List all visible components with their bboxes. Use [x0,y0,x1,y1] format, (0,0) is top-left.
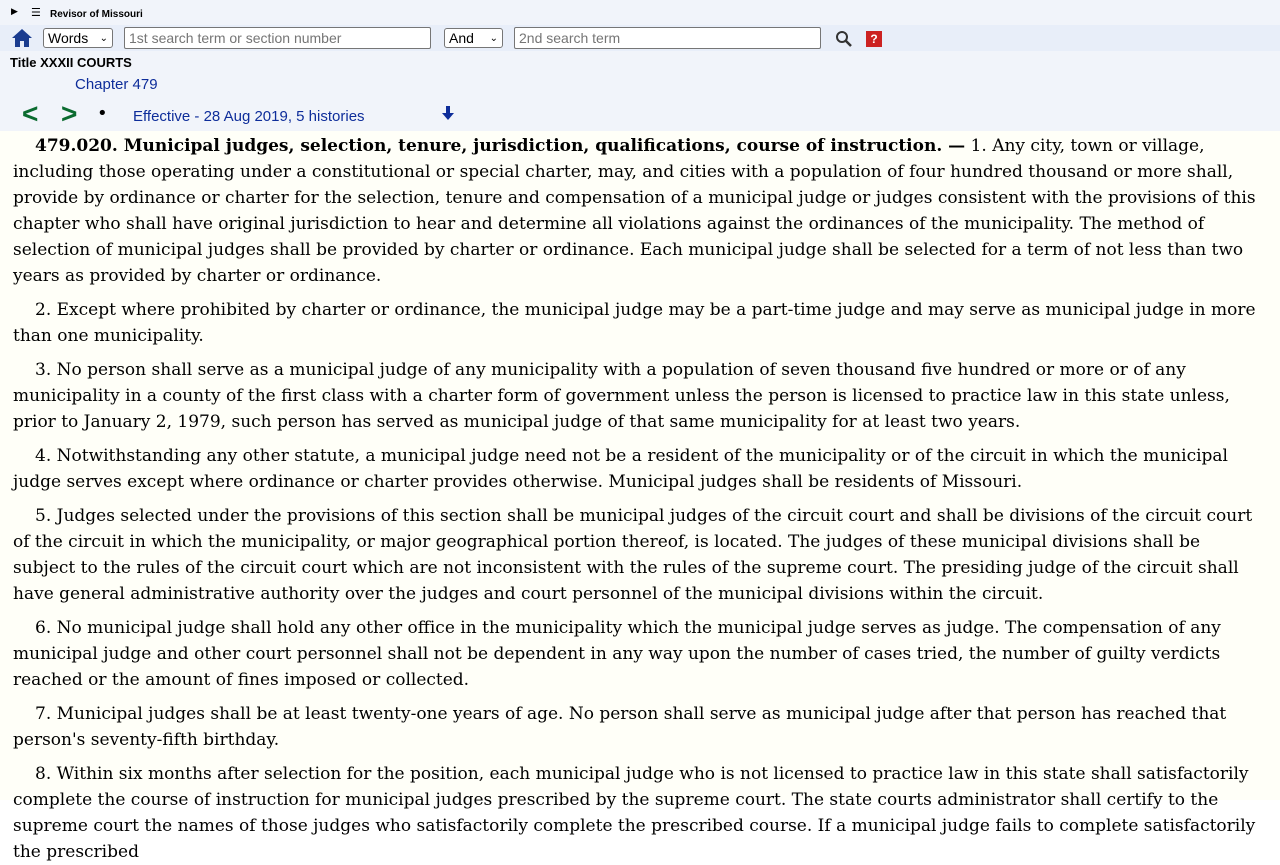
search-mode-select[interactable] [43,28,113,48]
arrow-down-icon[interactable] [440,105,456,121]
top-bar [0,0,1280,26]
search-term-2-input[interactable] [514,27,821,49]
section-paragraph: 6. No municipal judge shall hold any other office in the municipality which the municipal judge serves as judge. The compensation of any municipal judge and other court personnel shall not be dependent in any way upon the number of cases tried, the number of guilty verdicts reached or the amount of fines imposed or collected. [13,618,1221,690]
statute-text [0,131,1280,862]
title-label[interactable]: Title XXXII COURTS [10,55,132,70]
search-operator-select[interactable] [444,28,503,48]
section-paragraph: 8. Within six months after selection for the position, each municipal judge who is not licensed to practice law in this state shall satisfactorily complete the course of instruction for municipal judges prescribed by the supreme court. The state courts administrator shall certify to the supreme court the names of those judges who satisfactorily complete the prescribed course. If a municipal judge fails to complete satisfactorily the prescribed [13,764,1256,862]
current-section-dot[interactable]: • [97,103,108,124]
expand-triangle-icon[interactable]: ▶ [11,7,18,17]
search-mode-value: Words [48,30,89,46]
section-paragraph: 4. Notwithstanding any other statute, a municipal judge need not be a resident of the municipality or of the circuit in which the municipal judge serves except where ordinance or charter provides otherwise. Municipal judges shall be residents of Missouri. [13,446,1228,492]
previous-section-button[interactable]: < [22,98,39,129]
section-paragraph: 3. No person shall serve as a municipal judge of any municipality with a population of seven thousand five hundred or more or of any municipality in a county of the first class with a charter form of government unless the person is licensed to practice law in this state unless, prior to January 2, 1979, such person has served as municipal judge of that same municipality for at least two years. [13,360,1230,432]
next-section-button[interactable]: > [61,98,78,129]
section-paragraph: 2. Except where prohibited by charter or ordinance, the municipal judge may be a part-time judge and may serve as municipal judge in more than one municipality. [13,300,1256,346]
section-paragraph: 5. Judges selected under the provisions of this section shall be municipal judges of the circuit court and shall be divisions of the circuit court of the circuit in which the municipality, or major geographical portion thereof, is located. The judges of these municipal divisions shall be subject to the rules of the circuit court which are not inconsistent with the rules of the supreme court. The presiding judge of the circuit shall have general administrative authority over the judges and court personnel of the municipal divisions within the circuit. [13,506,1253,604]
section-heading: 479.020. Municipal judges, selection, tenure, jurisdiction, qualifications, course of instruction. — [35,136,966,156]
paragraph-text: 1. Any city, town or village, including those operating under a constitutional or special charter, may, and cities with a population of four hundred thousand or more shall, provide by ordinance or charter for the selection, tenure and compensation of a municipal judge or judges consistent with the provisions of this chapter who shall have original jurisdiction to hear and determine all violations against the ordinances of the municipality. The method of selection of municipal judges shall be provided by charter or ordinance. Each municipal judge shall be selected for a term of not less than two years as provided by charter or ordinance. [13,136,1256,286]
site-title[interactable]: Revisor of Missouri [50,9,143,20]
search-bar [0,25,1280,51]
search-operator-value: And [449,30,474,46]
chevron-down-icon: ⌄ [99,33,108,44]
search-icon[interactable] [835,30,853,48]
section-header [0,51,1280,131]
chevron-down-icon: ⌄ [489,33,498,44]
chapter-link[interactable]: Chapter 479 [75,76,158,93]
help-icon[interactable]: ? [866,31,882,47]
section-paragraph: 7. Municipal judges shall be at least twenty-one years of age. No person shall serve as municipal judge after that person has reached that person's seventy-fifth birthday. [13,704,1227,750]
menu-icon[interactable]: ☰ [31,6,41,19]
home-icon[interactable] [11,28,33,48]
search-term-1-input[interactable] [124,27,431,49]
effective-histories-link[interactable]: Effective - 28 Aug 2019, 5 histories [133,108,365,125]
section-paragraph [0,133,1280,289]
